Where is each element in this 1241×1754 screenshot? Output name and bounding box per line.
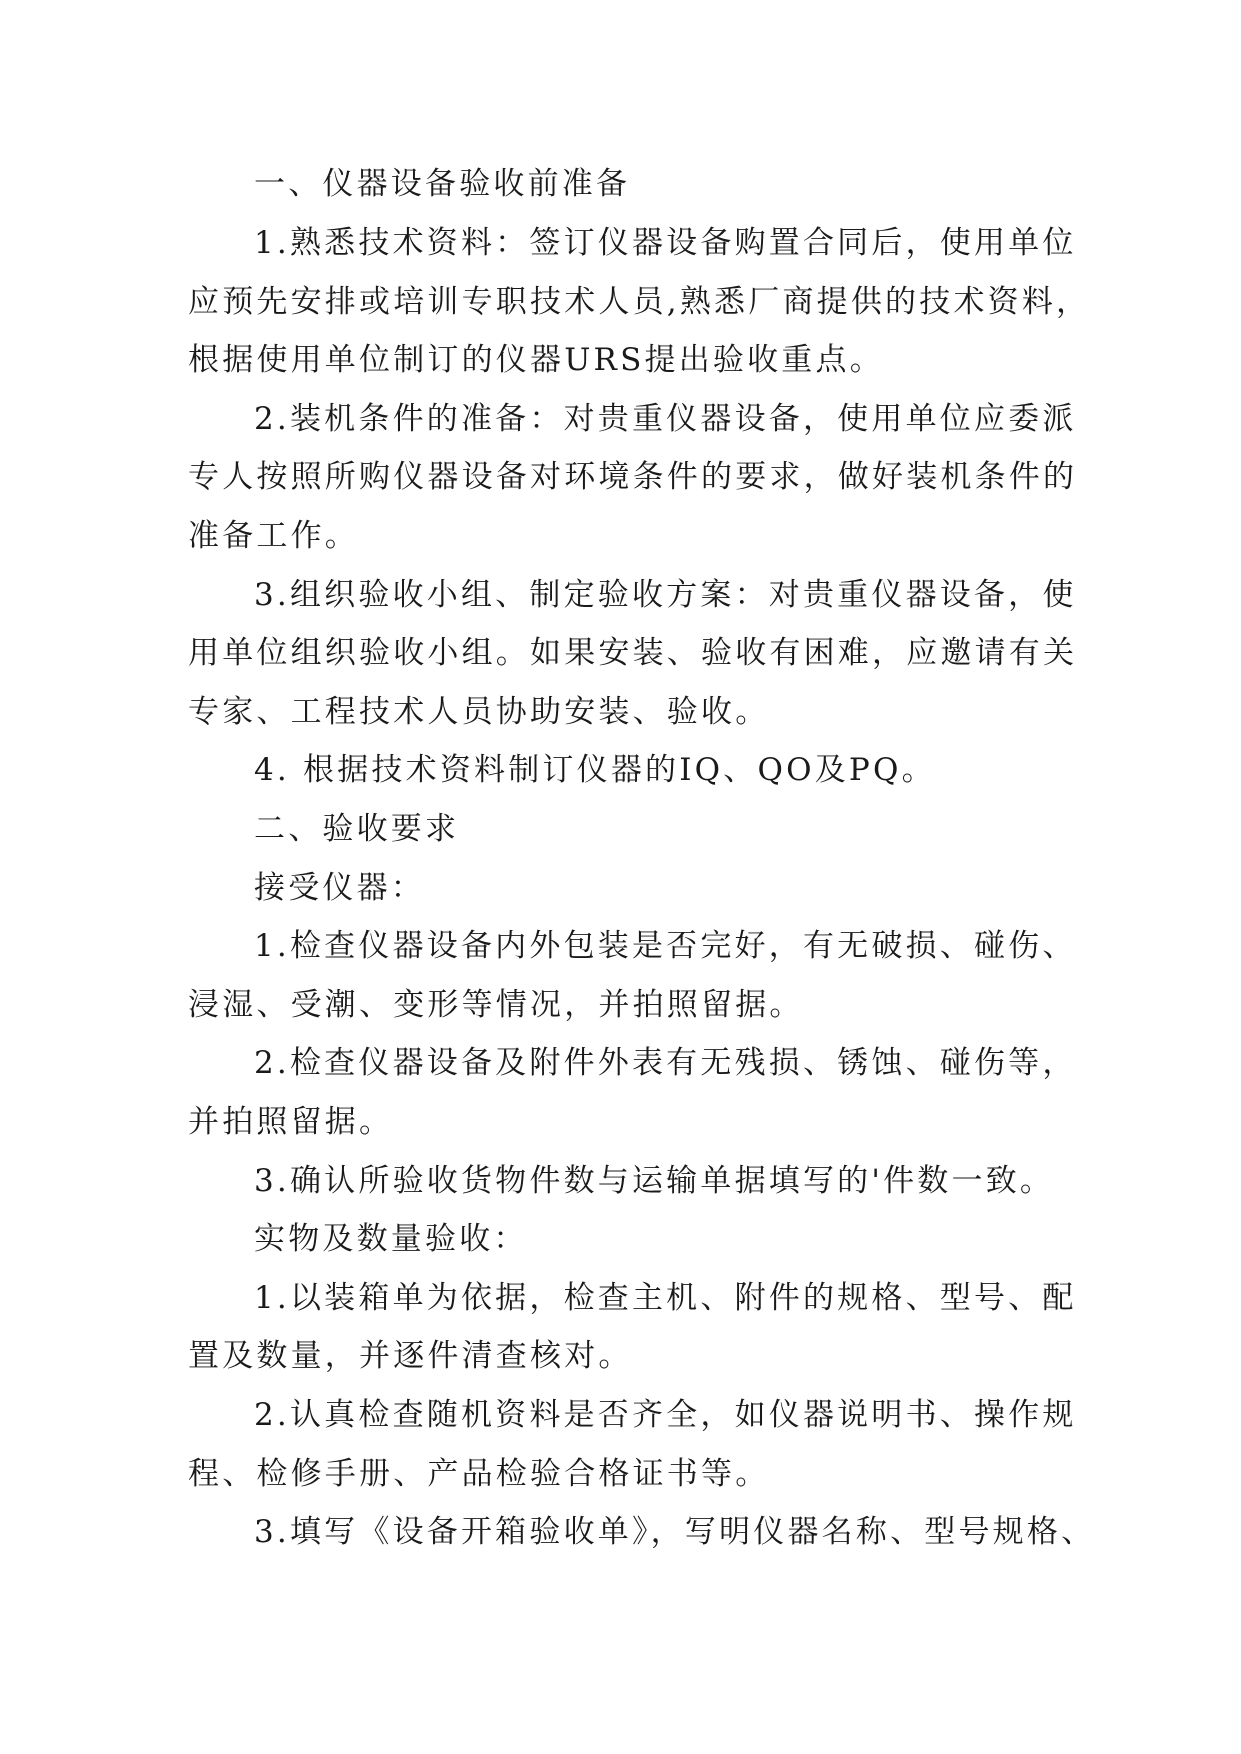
paragraph-line: 专家、工程技术人员协助安装、验收。 [188, 694, 770, 730]
section-heading-2: 二、验收要求 [254, 811, 460, 847]
paragraph-line: 4. 根据技术资料制订仪器的IQ、QO及PQ。 [254, 752, 936, 788]
paragraph-line: 2.装机条件的准备：对贵重仪器设备，使用单位应委派 [254, 401, 1077, 437]
subheading: 实物及数量验收： [254, 1221, 528, 1257]
paragraph-line: 专人按照所购仪器设备对环境条件的要求，做好装机条件的 [188, 459, 1078, 495]
subheading: 接受仪器： [254, 870, 425, 906]
paragraph-line: 并拍照留据。 [188, 1104, 394, 1140]
paragraph-line: 3.填写《设备开箱验收单》，写明仪器名称、型号规格、 [254, 1514, 1096, 1550]
paragraph-line: 1.熟悉技术资料：签订仪器设备购置合同后，使用单位 [254, 225, 1077, 261]
paragraph-line: 3.确认所验收货物件数与运输单据填写的'件数一致。 [254, 1163, 1055, 1199]
paragraph-line: 浸湿、受潮、变形等情况，并拍照留据。 [188, 987, 804, 1023]
paragraph-line: 1.检查仪器设备内外包装是否完好，有无破损、碰伤、 [254, 928, 1077, 964]
paragraph-line: 根据使用单位制订的仪器URS提出验收重点。 [188, 342, 884, 378]
paragraph-line: 3.组织验收小组、制定验收方案：对贵重仪器设备，使 [254, 577, 1077, 613]
paragraph-line: 用单位组织验收小组。如果安装、验收有困难，应邀请有关 [188, 635, 1078, 671]
paragraph-line: 2.认真检查随机资料是否齐全，如仪器说明书、操作规 [254, 1397, 1077, 1433]
paragraph-line: 准备工作。 [188, 518, 359, 554]
paragraph-line: 2.检查仪器设备及附件外表有无残损、锈蚀、碰伤等， [254, 1045, 1077, 1081]
paragraph-line: 程、检修手册、产品检验合格证书等。 [188, 1456, 770, 1492]
paragraph-line: 应预先安排或培训专职技术人员,熟悉厂商提供的技术资料， [188, 284, 1091, 320]
paragraph-line: 1.以装箱单为依据，检查主机、附件的规格、型号、配 [254, 1280, 1077, 1316]
paragraph-line: 置及数量，并逐件清查核对。 [188, 1338, 633, 1374]
section-heading-1: 一、仪器设备验收前准备 [254, 166, 631, 202]
